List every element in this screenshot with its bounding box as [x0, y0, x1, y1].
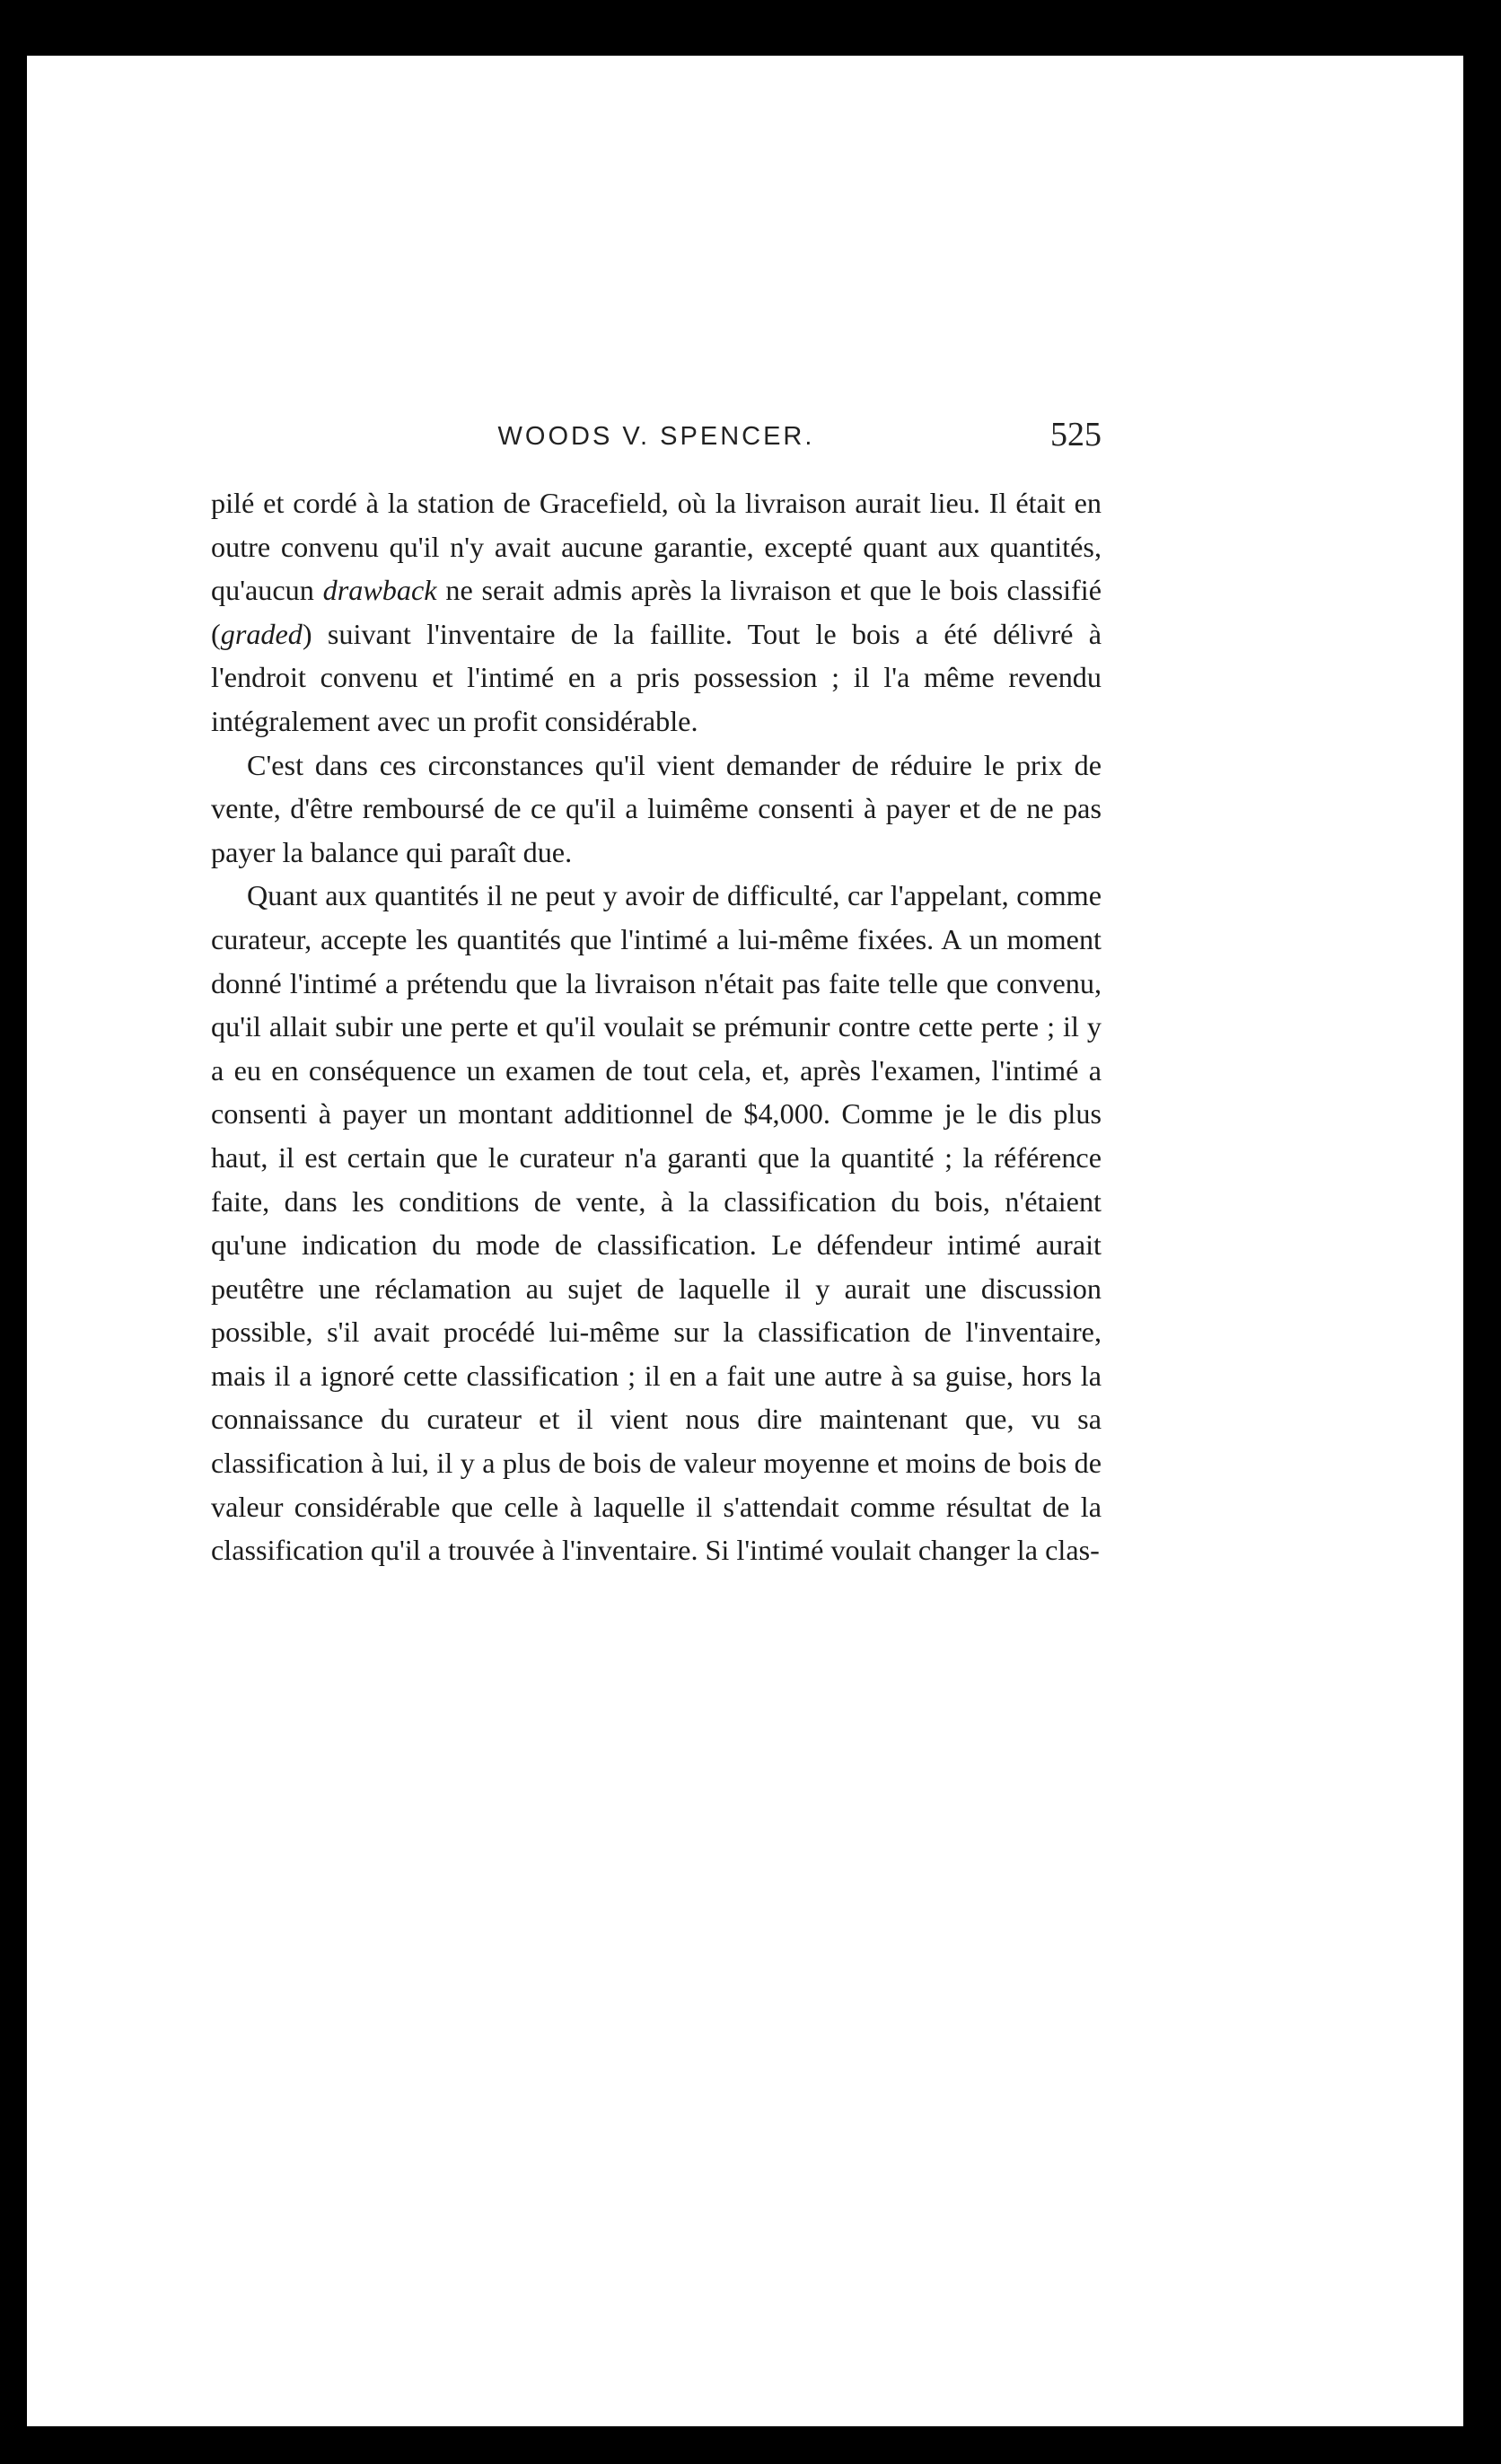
italic-term-graded: graded	[220, 617, 303, 650]
paragraph-continuation	[211, 481, 1102, 744]
book-page	[27, 56, 1463, 2426]
page-content	[211, 415, 1102, 1572]
running-head	[211, 415, 1102, 465]
running-title: WOODS V. SPENCER.	[497, 422, 815, 451]
page-number: 525	[1050, 416, 1102, 453]
italic-term-drawback: drawback	[322, 574, 437, 607]
paragraph-text: pilé et cordé à la station de Gracefield, où la livraison aurait lieu. Il était en outre convenu qu'il n'y avait aucune garantie, excepté quant aux quantités, qu'aucun	[211, 487, 1102, 607]
paragraph-text: ne serait admis après la livraison et que le bois classifié (	[211, 574, 1102, 650]
paragraph-text: ) suivant l'inventaire de la faillite. Tout le bois a été délivré à l'endroit convenu et l'intimé en a pris possession ; il l'a même revendu intégralement avec un profit considérable.	[211, 617, 1102, 737]
paragraph-2: C'est dans ces circonstances qu'il vient demander de réduire le prix de vente, d'être remboursé de ce qu'il a luimême consenti à payer et de ne pas payer la balance qui paraît due.	[211, 748, 1102, 868]
paragraph-3: Quant aux quantités il ne peut y avoir de difficulté, car l'appelant, comme curateur, accepte les quantités que l'intimé a lui-même fixées. A un moment donné l'intimé a prétendu que la livraison n'était pas faite telle que convenu, qu'il allait subir une perte et qu'il voulait se prémunir contre cette perte ; il y a eu en conséquence un examen de tout cela, et, après l'examen, l'intimé a consenti à payer un montant additionnel de $4,000. Comme je le dis plus haut, il est certain que le curateur n'a garanti que la quantité ; la référence faite, dans les conditions de vente, à la classification du bois, n'étaient qu'une indication du mode de classification. Le défendeur intimé aurait peutêtre une réclamation au sujet de laquelle il y aurait une discussion possible, s'il avait procédé lui-même sur la classification de l'inventaire, mais il a ignoré cette classification ; il en a fait une autre à sa guise, hors la connaissance du curateur et il vient nous dire maintenant que, vu sa classification à lui, il y a plus de bois de valeur moyenne et moins de bois de valeur considérable que celle à laquelle il s'attendait comme résultat de la classification qu'il a trouvée à l'inventaire. Si l'intimé voulait changer la clas-	[211, 879, 1102, 1567]
